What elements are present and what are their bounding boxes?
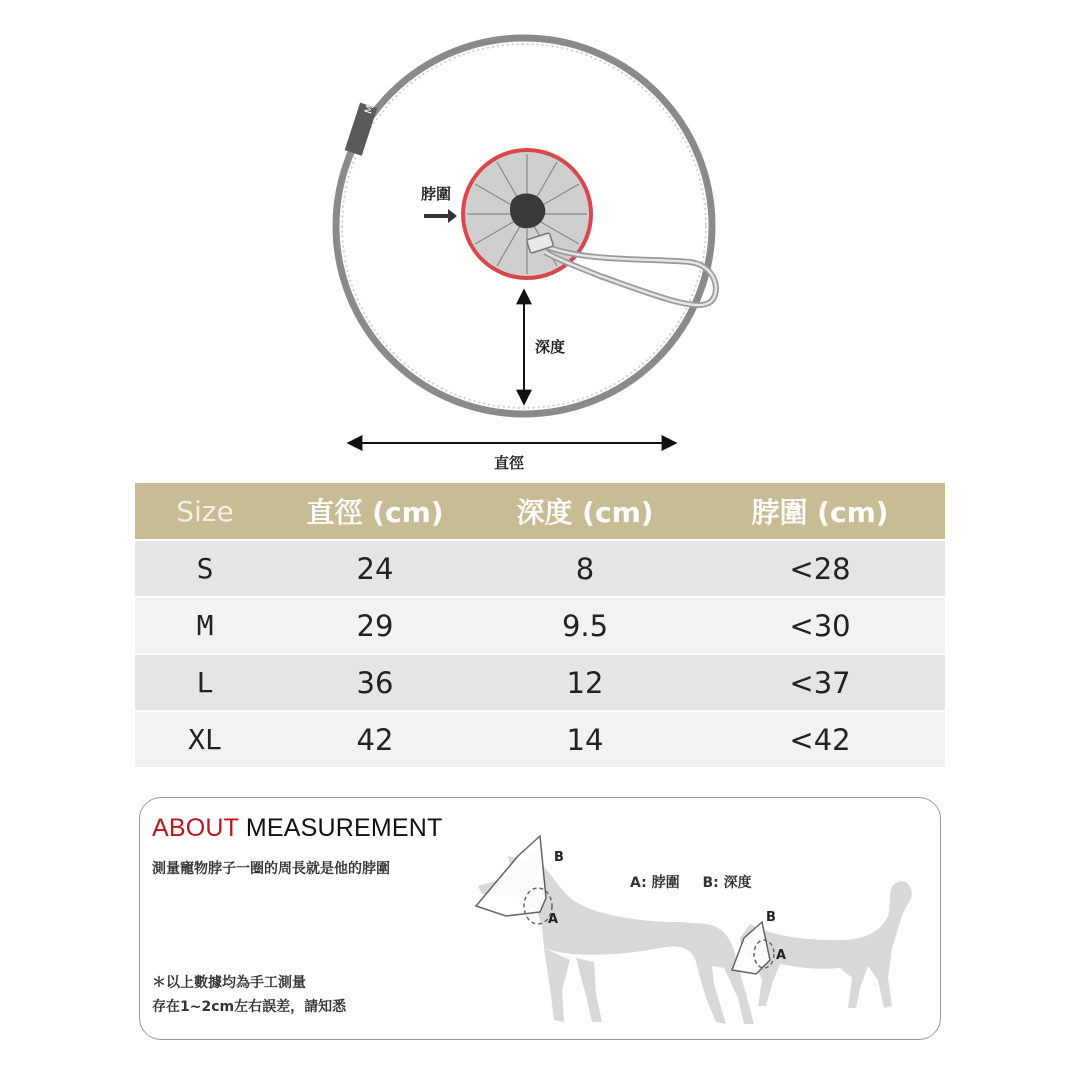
diameter-label: 直徑 [494, 454, 525, 472]
header-size: Size [135, 483, 275, 540]
legend-a: A: 脖圍 [630, 875, 680, 891]
header-diameter: 直徑 (cm) [275, 483, 475, 540]
neck-ring [461, 148, 593, 280]
cell-size: S [135, 540, 275, 597]
cell-depth: 14 [475, 711, 695, 767]
size-table [135, 483, 945, 767]
cell-diameter: 36 [275, 654, 475, 711]
table-row [135, 540, 945, 597]
cell-depth: 9.5 [475, 597, 695, 654]
measurement-note-line2: 存在1~2cm左右誤差，請知悉 [152, 999, 347, 1015]
cell-size: L [135, 654, 275, 711]
cell-diameter: 24 [275, 540, 475, 597]
cone-diagram [0, 0, 1080, 480]
cell-size: M [135, 597, 275, 654]
animals-illustration [140, 798, 940, 1038]
dog-cone [476, 836, 546, 916]
header-neck: 脖圍 (cm) [695, 483, 945, 540]
legend-b: B: 深度 [702, 875, 752, 891]
size-tag-text: M [363, 103, 377, 116]
cell-diameter: 42 [275, 711, 475, 767]
depth-label: 深度 [535, 338, 566, 356]
cell-diameter: 29 [275, 597, 475, 654]
cell-neck: <30 [695, 597, 945, 654]
measurement-note-line1: ＊以上數據均為手工測量 [152, 975, 306, 991]
cell-depth: 8 [475, 540, 695, 597]
dog-label-a: A [548, 912, 559, 927]
cell-neck: <42 [695, 711, 945, 767]
table-row [135, 711, 945, 767]
cell-size: XL [135, 711, 275, 767]
measurement-panel [139, 797, 941, 1040]
cell-neck: <37 [695, 654, 945, 711]
measurement-title-measurement: MEASUREMENT [245, 814, 443, 842]
header-depth: 深度 (cm) [475, 483, 695, 540]
cat-label-a: A [776, 948, 787, 963]
cell-depth: 12 [475, 654, 695, 711]
table-row [135, 597, 945, 654]
cell-neck: <28 [695, 540, 945, 597]
dog-label-b: B [554, 850, 564, 865]
measurement-description: 測量寵物脖子一圈的周長就是他的脖圍 [152, 861, 390, 877]
cat-label-b: B [766, 910, 776, 925]
table-header-row [135, 483, 945, 540]
table-row [135, 654, 945, 711]
neck-label: 脖圍 [421, 185, 452, 203]
measurement-title-about: ABOUT [152, 814, 239, 842]
